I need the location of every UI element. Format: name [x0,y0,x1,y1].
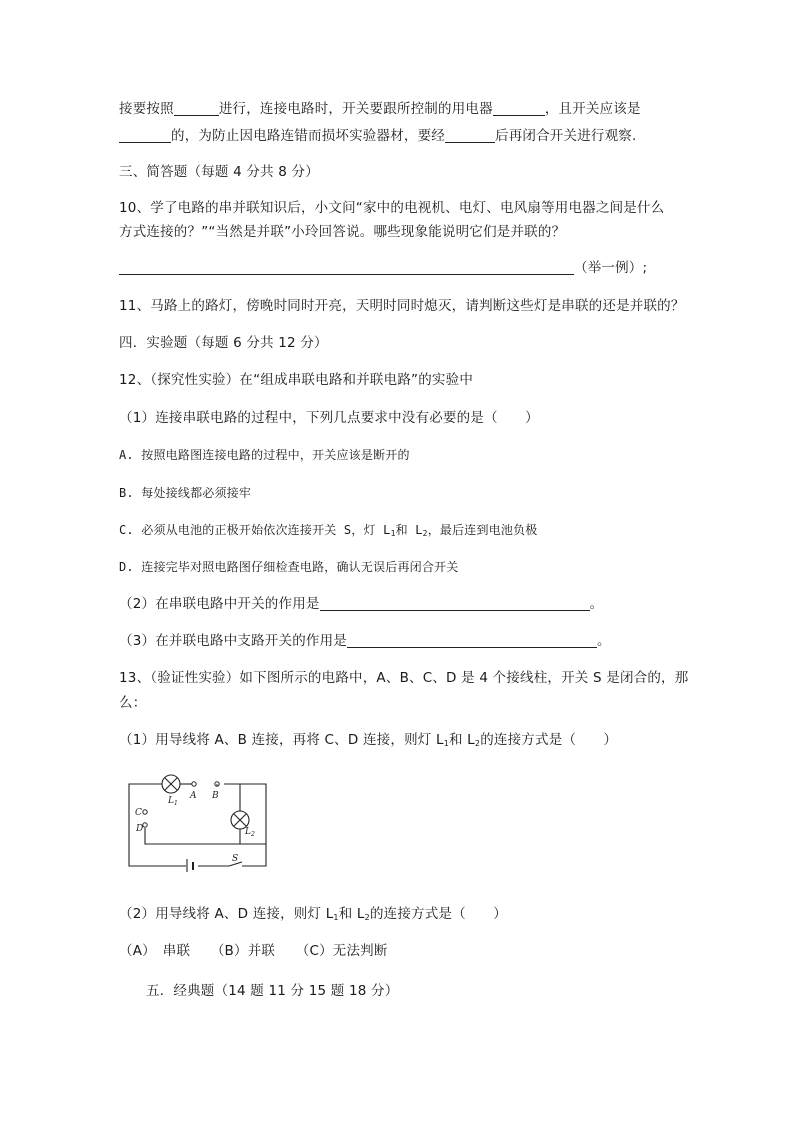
q12-option-a: A. 按照电路图连接电路的过程中，开关应该是断开的 [119,448,410,462]
section3-title: 三、简答题（每题 4 分共 8 分） [119,164,319,180]
q12-sub2-end: 。 [589,596,604,612]
label-c: C [135,808,142,818]
q12-sub3-text: （3）在并联电路中支路开关的作用是 [119,633,347,649]
subscript: 2 [474,739,481,748]
answer-blank[interactable] [493,101,545,116]
terminal-d [143,823,147,827]
q9-text-e: 后再闭合开关进行观察. [495,128,637,144]
q9-line1 [119,100,641,118]
q13-sub2 [119,905,507,927]
q13-sub1-a: （1）用导线将 A、B 连接，再将 C、D 连接，则灯 L [119,732,444,748]
q12-sub2 [119,595,603,613]
subscript: 2 [422,529,428,538]
answer-blank[interactable] [119,128,171,143]
q13-stem1: 13、（验证性实验）如下图所示的电路中，A、B、C、D 是 4 个接线柱，开关 S 是闭合的，那 [119,670,689,686]
label-b: B [212,791,219,801]
answer-blank[interactable] [320,596,590,611]
q13-stem2: 么： [119,695,147,711]
q13-sub1-b: 和 L [448,732,475,748]
q13-sub2-c: 的连接方式是（ ） [369,906,507,922]
subscript: 1 [443,739,449,748]
answer-blank[interactable] [174,101,219,116]
q12-option-c-b: 和 L [395,523,423,537]
wire-d [145,828,240,844]
q13-sub2-b: 和 L [338,906,365,922]
answer-blank[interactable] [445,128,495,143]
q12-option-b: B. 每处接线都必须接牢 [119,486,252,500]
q9-text-c: ，且开关应该是 [544,101,641,117]
label-d: D [136,824,144,834]
q11-text: 11、马路上的路灯，傍晚时同时开亮，天明时同时熄灭，请判断这些灯是串联的还是并联的？ [119,298,685,314]
q13-sub1 [119,731,617,753]
q9-text-d: 的，为防止因电路连错而损坏实验器材，要经 [171,128,445,144]
q12-sub1: （1）连接串联电路的过程中，下列几点要求中没有必要的是（ ） [119,410,539,426]
q12-sub2-text: （2）在串联电路中开关的作用是 [119,596,320,612]
terminal-a [192,782,196,786]
label-l2: $L_2$ [245,827,255,838]
q9-text-b: 进行，连接电路时，开关要跟所控制的用电器 [218,101,493,117]
q12-option-d: D. 连接完毕对照电路图仔细检查电路，确认无误后再闭合开关 [119,560,459,574]
q10-line2: 方式连接的？”“当然是并联”小玲回答说。哪些现象能说明它们是并联的？ [119,224,566,240]
subscript: 2 [364,913,370,922]
subscript: 1 [333,913,339,922]
answer-blank[interactable] [347,633,597,648]
terminal-c [143,810,147,814]
label-l1: $L_1$ [168,796,178,807]
answer-blank[interactable] [119,260,574,275]
section5-title: 五．经典题（14 题 11 分 15 题 18 分） [146,983,399,999]
q12-sub3 [119,632,611,650]
q12-option-c [119,521,538,543]
subscript: 1 [390,529,396,538]
q12-option-c-c: ，最后连到电池负极 [427,523,538,537]
q13-sub2-a: （2）用导线将 A、D 连接，则灯 L [119,906,334,922]
circuit-diagram [124,772,270,872]
label-s: S [232,854,239,864]
q9-text-a: 接要按照 [119,101,174,117]
label-a: A [190,791,197,801]
q13-options: （A） 串联 （B）并联 （C）无法判断 [119,943,388,959]
q12-option-c-a: C. 必须从电池的正极开始依次连接开关 S，灯 L [119,523,391,537]
q13-sub1-c: 的连接方式是（ ） [480,732,618,748]
section4-title: 四．实验题（每题 6 分共 12 分） [119,335,328,351]
q10-suffix: （举一例）; [574,260,648,276]
q9-line2 [119,127,637,145]
q12-sub3-end: 。 [597,633,611,649]
q10-answer-line [119,259,647,277]
q12-stem: 12、（探究性实验）在“组成串联电路和并联电路”的实验中 [119,372,474,388]
q10-line1: 10、学了电路的串并联知识后，小文问“家中的电视机、电灯、电风扇等用电器之间是什么 [119,200,665,216]
